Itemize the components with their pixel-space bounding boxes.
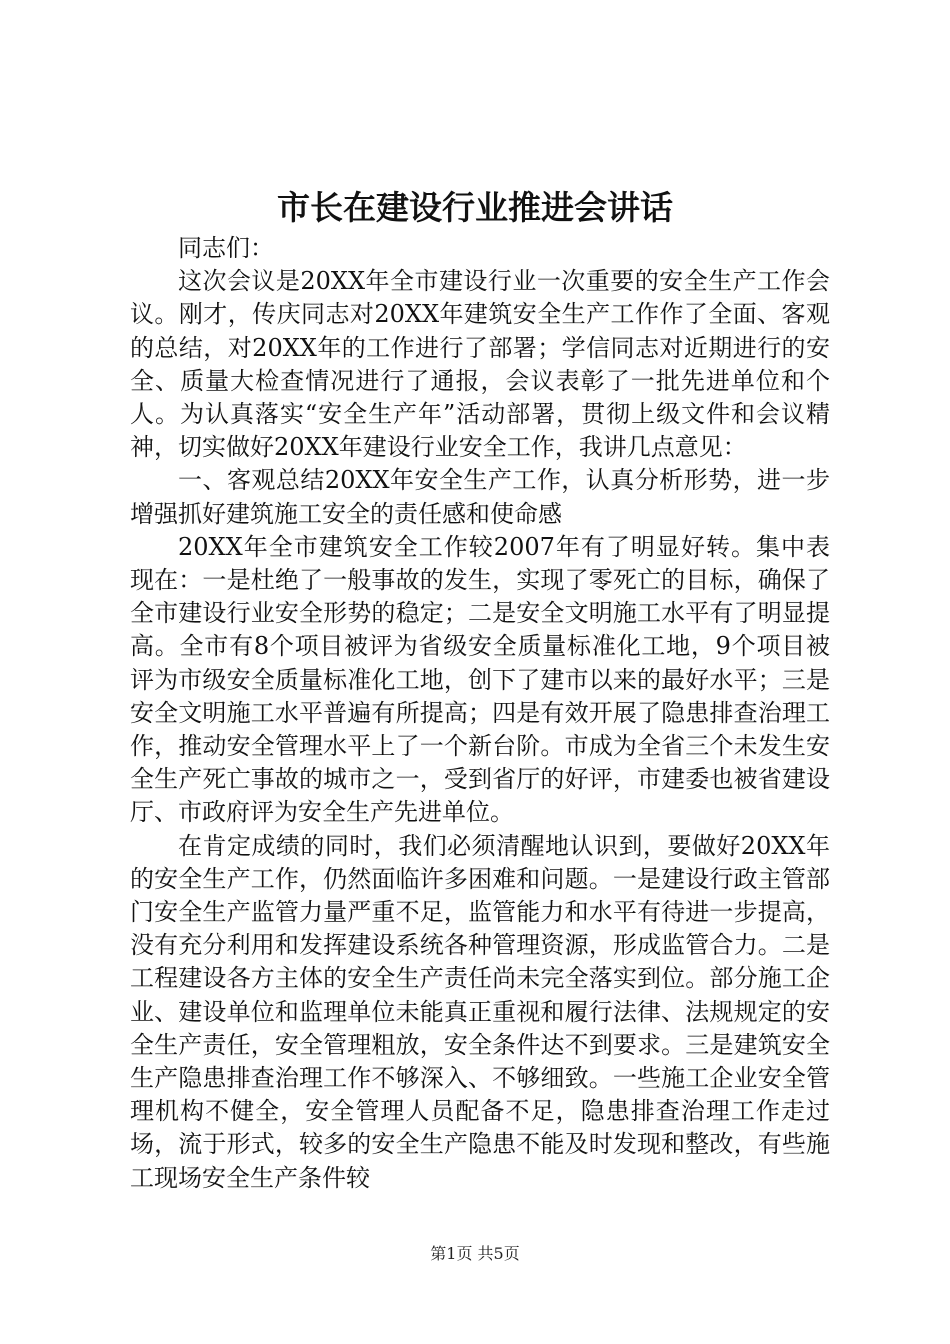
paragraph-salutation: 同志们： — [178, 234, 274, 262]
document-body — [130, 232, 830, 1195]
document-title: 市长在建设行业推进会讲话 — [277, 188, 673, 227]
page-indicator: 第1页 共5页 — [430, 1244, 520, 1263]
paragraph-intro: 这次会议是20XX年全市建设行业一次重要的安全生产工作会议。刚才，传庆同志对20XX年建筑安全生产工作作了全面、客观的总结，对20XX年的工作进行了部署；学信同志对近期进行的安全、质量大检查情况进行了通报，会议表彰了一批先进单位和个人。为认真落实“安全生产年”活动部署，贯彻上级文件和会议精神，切实做好20XX年建设行业安全工作，我讲几点意见： — [130, 267, 830, 462]
paragraph-achievements: 20XX年全市建筑安全工作较2007年有了明显好转。集中表现在：一是杜绝了一般事故的发生，实现了零死亡的目标，确保了全市建设行业安全形势的稳定；二是安全文明施工水平有了明显提高。全市有8个项目被评为省级安全质量标准化工地，9个项目被评为市级安全质量标准化工地，创下了建市以来的最好水平；三是安全文明施工水平普遍有所提高；四是有效开展了隐患排查治理工作，推动安全管理水平上了一个新台阶。市成为全省三个未发生安全生产死亡事故的城市之一，受到省厅的好评，市建委也被省建设厅、市政府评为安全生产先进单位。 — [130, 532, 830, 827]
paragraph-problems: 在肯定成绩的同时，我们必须清醒地认识到，要做好20XX年的安全生产工作，仍然面临许多困难和问题。一是建设行政主管部门安全生产监管力量严重不足，监管能力和水平有待进一步提高，没有充分利用和发挥建设系统各种管理资源，形成监管合力。二是工程建设各方主体的安全生产责任尚未完全落实到位。部分施工企业、建设单位和监理单位未能真正重视和履行法律、法规规定的安全生产责任，安全管理粗放，安全条件达不到要求。三是建筑安全生产隐患排查治理工作不够深入、不够细致。一些施工企业安全管理机构不健全，安全管理人员配备不足，隐患排查治理工作走过场，流于形式，较多的安全生产隐患不能及时发现和整改，有些施工现场安全生产条件较 — [130, 831, 830, 1192]
paragraph-section-heading: 一、客观总结20XX年安全生产工作，认真分析形势，进一步增强抓好建筑施工安全的责任感和使命感 — [130, 466, 830, 528]
